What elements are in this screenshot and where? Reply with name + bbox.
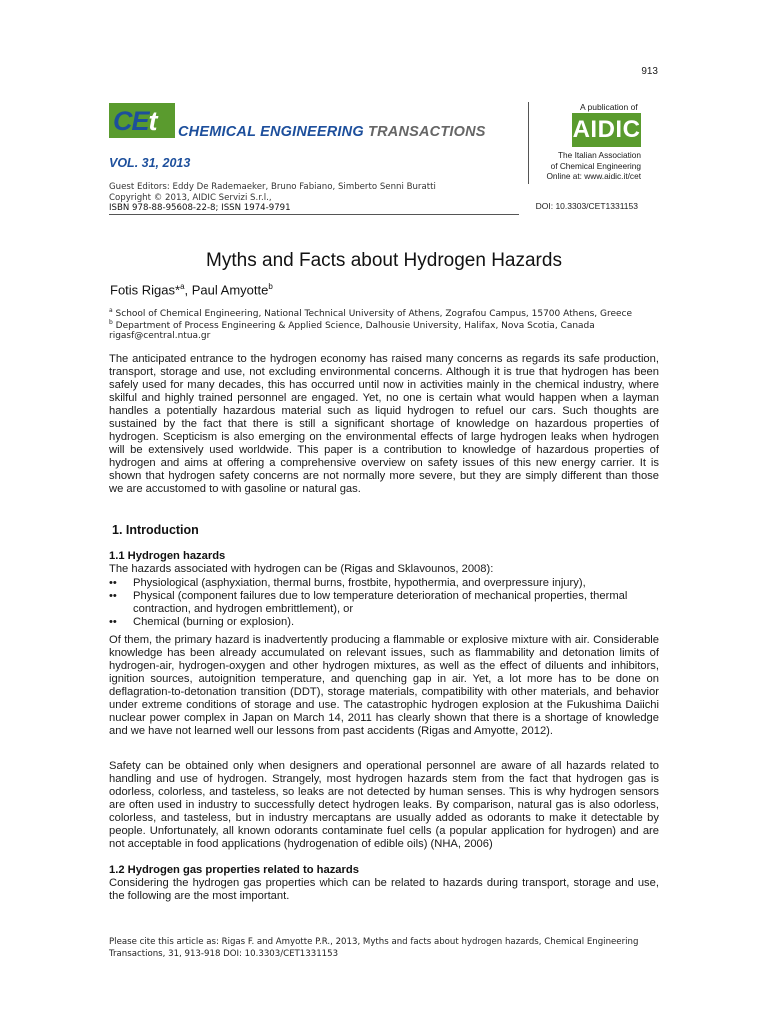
volume: VOL. 31, 2013 bbox=[109, 156, 191, 170]
subsection-1-1-title: 1.1 Hydrogen hazards bbox=[109, 550, 226, 562]
body-paragraph: Safety can be obtained only when designers and operational personnel are aware of all hazards related to handling and use of hydrogen. Strangely, most hydrogen hazards stem from the fact that hydrogen gas is odorless, colorless, and tasteless, so leaks are not detected by human senses. This is why hydrogen sensors are often used in industry to successfully detect hydrogen leaks. By comparison, natural gas is also odorless, colorless, and tasteless, but in industry mercaptans are usually added as odorants to make it detectable by people. Unfortunately, all known odorants contaminate fuel cells (a popular application for hydrogen) and are not acceptable in food applications (hydrogenation of edible oils) (NHA, 2006) bbox=[109, 760, 659, 850]
hazards-list bbox=[109, 577, 659, 629]
list-item-text: Chemical (burning or explosion). bbox=[133, 616, 295, 628]
author-separator: , Paul Amyotte bbox=[184, 282, 269, 298]
affiliation-a-text: School of Chemical Engineering, National Technical University of Athens, Zografou Campus, 15700 Athens, Greece bbox=[112, 309, 633, 319]
author-1: Fotis Rigas* bbox=[110, 282, 181, 298]
list-item bbox=[109, 577, 659, 590]
cet-logo bbox=[109, 103, 175, 138]
bullet-mark: •• bbox=[109, 616, 117, 628]
author-2-sup: b bbox=[268, 282, 273, 291]
bullet-mark: •• bbox=[109, 590, 117, 602]
corresponding-email[interactable]: rigasf@central.ntua.gr bbox=[109, 331, 211, 341]
list-item-text: Physiological (asphyxiation, thermal burns, frostbite, hypothermia, and overpressure injury), bbox=[133, 577, 586, 589]
copyright: Copyright © 2013, AIDIC Servizi S.r.l., bbox=[109, 193, 272, 203]
publication-of: A publication of bbox=[580, 102, 638, 112]
affiliation-a bbox=[109, 307, 632, 319]
aidic-logo bbox=[572, 113, 641, 147]
aidic-line: The Italian Association bbox=[557, 150, 641, 160]
author-1-sup: a bbox=[180, 282, 185, 291]
journal-title-gray: TRANSACTIONS bbox=[368, 124, 486, 140]
list-item bbox=[109, 590, 659, 616]
list-item-text: Physical (component failures due to low temperature deterioration of mechanical properties, thermal contraction, and hydrogen embrittlement), or bbox=[133, 590, 628, 615]
isbn: ISBN 978-88-95608-22-8; ISSN 1974-9791 bbox=[109, 203, 291, 213]
bullet-mark: •• bbox=[109, 577, 117, 589]
paper-title: Myths and Facts about Hydrogen Hazards bbox=[206, 250, 562, 271]
body-paragraph: Of them, the primary hazard is inadvertently producing a flammable or explosive mixture with air. Considerable knowledge has been already accumulated on relevant issues, such as flammability and detonation limits of hydrogen-air, hydrogen-oxygen and other hydrogen mixtures, as well as the effect of diluents and inhibitors, ignition sources, autoignition temperature, and quenching gap in air. Yet, a lot more has to be done on deflagration-to-detonation transition (DDT), storage materials, compatibility with other materials, and behavior under extreme conditions of storage and use. The catastrophic hydrogen explosion at the Fukushima Daiichi nuclear power complex in Japan on March 14, 2011 has clearly shown that there is a shortage of knowledge and we have not learned well our lessons from past accidents (Rigas and Amyotte, 2012). bbox=[109, 634, 659, 737]
affiliation-b-sup: b bbox=[109, 319, 113, 326]
body-paragraph: Considering the hydrogen gas properties which can be related to hazards during transport, storage and use, the following are the most important. bbox=[109, 877, 659, 902]
authors bbox=[110, 282, 273, 297]
aidic-online-link[interactable]: Online at: www.aidic.it/cet bbox=[546, 171, 641, 181]
logo-t: t bbox=[148, 106, 157, 136]
hazards-intro: The hazards associated with hydrogen can be (Rigas and Sklavounos, 2008): bbox=[109, 563, 494, 575]
header-divider bbox=[528, 102, 529, 184]
logo-letters: CE bbox=[113, 106, 149, 136]
guest-editors: Guest Editors: Eddy De Rademaeker, Bruno Fabiano, Simberto Senni Buratti bbox=[109, 182, 436, 192]
section-introduction-title: 1. Introduction bbox=[112, 523, 199, 537]
aidic-info bbox=[546, 150, 641, 182]
header-rule bbox=[109, 214, 519, 215]
journal-title bbox=[178, 124, 486, 140]
page-number: 913 bbox=[641, 66, 658, 77]
doi: DOI: 10.3303/CET1331153 bbox=[535, 201, 638, 211]
aidic-line: of Chemical Engineering bbox=[550, 160, 641, 171]
aidic-logo-text: AIDIC bbox=[572, 116, 641, 143]
list-item bbox=[109, 616, 659, 629]
journal-title-bold: CHEMICAL ENGINEERING bbox=[178, 124, 364, 140]
affiliation-b-text: Department of Process Engineering & Applied Science, Dalhousie University, Halifax, Nova Scotia, Canada bbox=[112, 321, 595, 331]
affiliation-b bbox=[109, 319, 595, 331]
abstract: The anticipated entrance to the hydrogen economy has raised many concerns as regards its safe production, transport, storage and use, not excluding environmental concerns. Although it is true that hydrogen has been safely used for many decades, this has occurred until now in activities mainly in the chemical industry, where skilful and highly trained personnel are engaged. Yet, no one is certain what would happen when a layman handles a potentially hazardous material such as liquid hydrogen to refuel our cars. Such thoughts are sustained by the fact that there is still a significant shortage of knowledge on hazardous properties of hydrogen. Scepticism is also emerging on the environmental effects of large hydrogen leaks when hydrogen will be extensively used worldwide. This paper is a contribution to knowledge of hazardous properties of hydrogen and aims at offering a comprehensive overview on safety issues of this new energy carrier. It is shown that hydrogen safety concerns are not normally more severe, but they are simply different than those we are accustomed to with gasoline or natural gas. bbox=[109, 353, 659, 495]
affiliation-a-sup: a bbox=[109, 307, 113, 314]
citation-footer: Please cite this article as: Rigas F. and Amyotte P.R., 2013, Myths and facts about hydrogen hazards, Chemical Engineering Transactions, 31, 913-918 DOI: 10.3303/CET1331153 bbox=[109, 937, 639, 959]
subsection-1-2-title: 1.2 Hydrogen gas properties related to hazards bbox=[109, 864, 359, 876]
